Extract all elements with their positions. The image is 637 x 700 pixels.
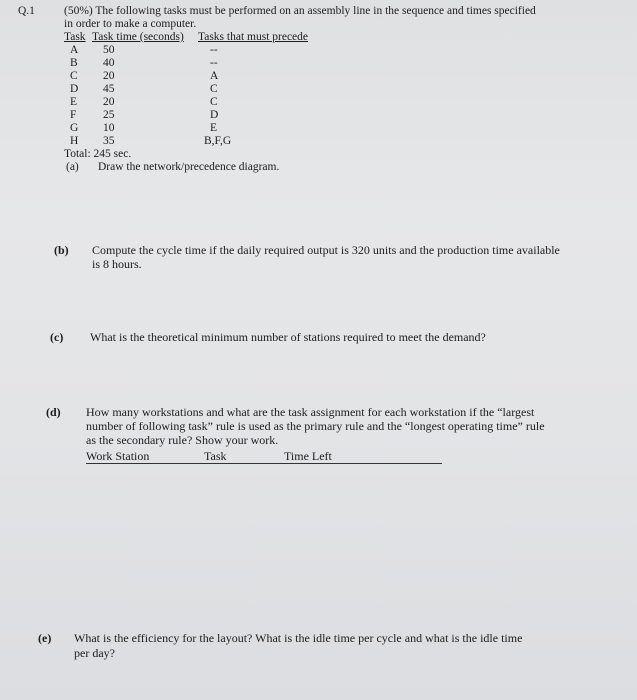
- part-d-line-3: as the secondary rule? Show your work.: [86, 433, 279, 447]
- table-header-task: Task: [64, 31, 86, 43]
- precede-cell: A: [210, 70, 219, 82]
- time-cell: 20: [103, 70, 115, 82]
- part-c-label: (c): [50, 330, 64, 344]
- column-task: Task: [204, 449, 227, 463]
- precede-cell: C: [210, 96, 218, 108]
- precede-cell: D: [210, 109, 219, 121]
- part-d-line-1: How many workstations and what are the task assignment for each workstation if the “largest: [86, 405, 535, 419]
- table-header-precede: Tasks that must precede: [198, 31, 309, 43]
- part-b-label: (b): [54, 243, 69, 257]
- time-cell: 25: [103, 109, 115, 121]
- part-e-line-2: per day?: [74, 646, 115, 660]
- task-cell: A: [70, 44, 79, 56]
- time-cell: 35: [103, 135, 115, 147]
- intro-line-2: in order to make a computer.: [64, 18, 197, 30]
- task-cell: D: [70, 83, 79, 95]
- intro-line-1: (50%) The following tasks must be performed on an assembly line in the sequence and times specified: [64, 5, 536, 17]
- task-cell: E: [70, 96, 78, 108]
- part-c-text: What is the theoretical minimum number of stations required to meet the demand?: [90, 330, 486, 344]
- precede-cell: --: [210, 44, 218, 56]
- time-cell: 20: [103, 96, 115, 108]
- answer-underline: [86, 463, 442, 464]
- part-e-line-1: What is the efficiency for the layout? What is the idle time per cycle and what is the idle time: [74, 631, 523, 645]
- task-cell: B: [70, 57, 78, 69]
- precede-cell: E: [210, 122, 218, 134]
- part-a-text: Draw the network/precedence diagram.: [98, 161, 280, 173]
- time-cell: 50: [103, 44, 115, 56]
- precede-cell: --: [210, 57, 218, 69]
- column-time-left: Time Left: [284, 449, 332, 463]
- task-cell: G: [70, 122, 79, 134]
- part-d-line-2: number of following task” rule is used as the primary rule and the “longest operating time” rule: [86, 419, 545, 433]
- task-cell: H: [70, 135, 79, 147]
- time-cell: 45: [103, 83, 115, 95]
- part-a-label: (a): [66, 161, 79, 173]
- task-cell: C: [70, 70, 78, 82]
- part-b-line-2: is 8 hours.: [92, 257, 142, 271]
- time-cell: 40: [103, 57, 115, 69]
- total-time: Total: 245 sec.: [64, 148, 132, 160]
- part-b-line-1: Compute the cycle time if the daily required output is 320 units and the production time available: [92, 243, 560, 257]
- time-cell: 10: [103, 122, 115, 134]
- task-cell: F: [70, 109, 77, 121]
- part-d-label: (d): [46, 405, 61, 419]
- column-work-station: Work Station: [86, 449, 150, 463]
- precede-cell: C: [210, 83, 218, 95]
- table-header-time: Task time (seconds): [92, 31, 184, 43]
- precede-cell: B,F,G: [204, 135, 232, 147]
- part-e-label: (e): [38, 631, 52, 645]
- question-number: Q.1: [18, 5, 35, 17]
